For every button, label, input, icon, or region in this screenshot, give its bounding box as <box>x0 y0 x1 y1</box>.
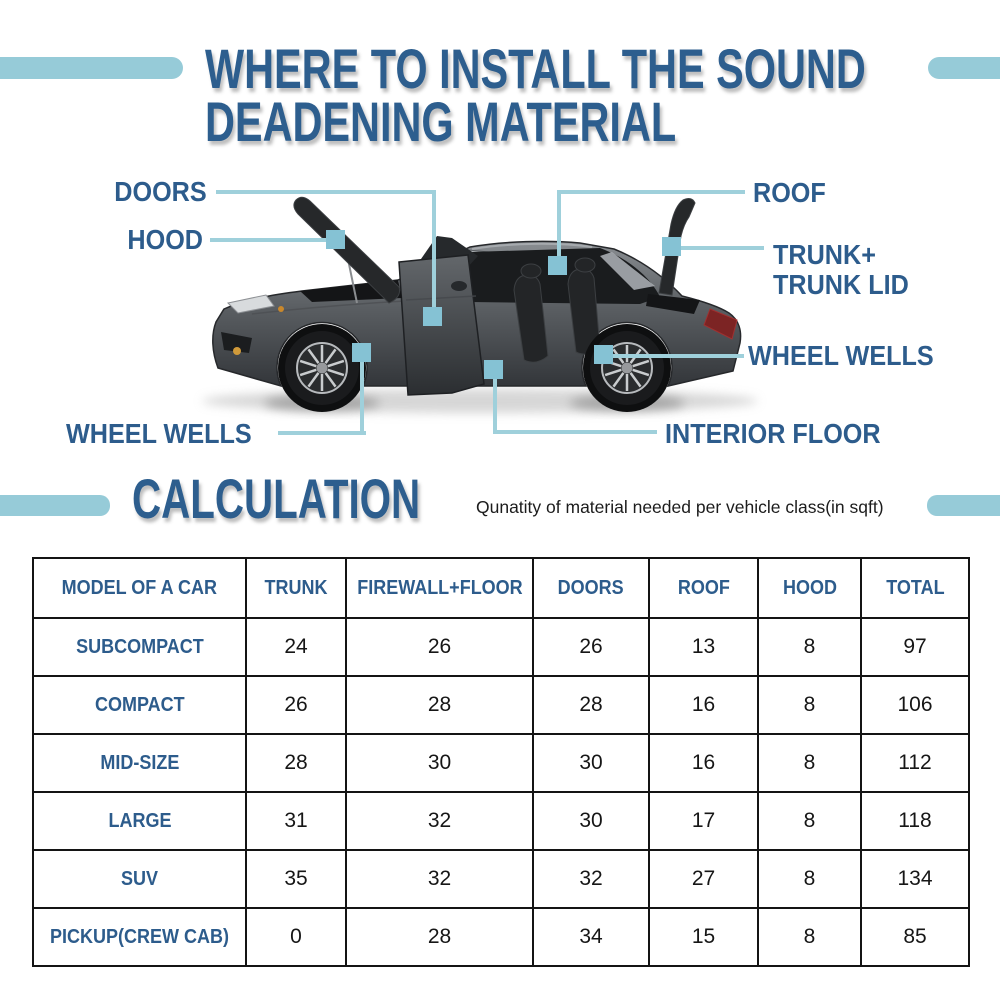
hood-connector-line <box>210 238 330 242</box>
label-wheel-wells-left: WHEEL WELLS <box>66 418 252 449</box>
table-row-pickup <box>33 908 969 966</box>
doors-connector-line <box>432 190 436 314</box>
roof-connector-line <box>557 190 745 194</box>
cell-value: 8 <box>758 792 861 850</box>
cell-value: 27 <box>649 850 758 908</box>
roof-marker-square <box>548 256 567 275</box>
cell-value: 30 <box>533 734 649 792</box>
cell-value: 31 <box>246 792 346 850</box>
decorative-bar-calc-left <box>0 495 110 516</box>
table-header-row <box>33 558 969 618</box>
label-trunk <box>773 240 909 300</box>
cell-value: 16 <box>649 676 758 734</box>
cell-value: 24 <box>246 618 346 676</box>
cell-value: 85 <box>861 908 969 966</box>
cell-value: 28 <box>346 676 533 734</box>
cell-value: 34 <box>533 908 649 966</box>
page-title-line1: WHERE TO INSTALL THE SOUND <box>205 37 866 100</box>
cell-value: 17 <box>649 792 758 850</box>
cell-value: 112 <box>861 734 969 792</box>
wheel-wells-left-marker-square <box>352 343 371 362</box>
wheel-wells-right-connector-line <box>612 354 744 358</box>
cell-value: 8 <box>758 618 861 676</box>
row-label: SUBCOMPACT <box>33 618 246 676</box>
table-row-suv <box>33 850 969 908</box>
column-header-firewall-floor: FIREWALL+FLOOR <box>346 558 533 618</box>
cell-value: 13 <box>649 618 758 676</box>
table-row-subcompact <box>33 618 969 676</box>
cell-value: 28 <box>533 676 649 734</box>
cell-value: 28 <box>246 734 346 792</box>
column-header-hood: HOOD <box>758 558 861 618</box>
cell-value: 0 <box>246 908 346 966</box>
label-interior-floor: INTERIOR FLOOR <box>665 418 881 449</box>
page-title-line2: DEADENING MATERIAL <box>205 90 677 153</box>
row-label: LARGE <box>33 792 246 850</box>
cell-value: 35 <box>246 850 346 908</box>
cell-value: 28 <box>346 908 533 966</box>
calculation-subtitle: Qunatity of material needed per vehicle class(in sqft) <box>476 497 884 517</box>
cell-value: 26 <box>246 676 346 734</box>
cell-value: 118 <box>861 792 969 850</box>
hood-marker-square <box>326 230 345 249</box>
column-header-doors: DOORS <box>533 558 649 618</box>
row-label: MID-SIZE <box>33 734 246 792</box>
decorative-bar-calc-right <box>927 495 1000 516</box>
row-label: SUV <box>33 850 246 908</box>
cell-value: 16 <box>649 734 758 792</box>
label-wheel-wells-right: WHEEL WELLS <box>748 340 934 371</box>
column-header-trunk: TRUNK <box>246 558 346 618</box>
roof-connector-line <box>557 190 561 262</box>
material-quantity-table <box>32 557 970 967</box>
cell-value: 32 <box>346 850 533 908</box>
interior-floor-marker-square <box>484 360 503 379</box>
wheel-wells-left-connector-line <box>278 431 366 435</box>
doors-marker-square <box>423 307 442 326</box>
cell-value: 8 <box>758 676 861 734</box>
cell-value: 106 <box>861 676 969 734</box>
calculation-heading: CALCULATION <box>132 467 421 530</box>
cell-value: 134 <box>861 850 969 908</box>
label-doors: DOORS <box>114 176 207 207</box>
doors-connector-line <box>216 190 436 194</box>
wheel-wells-left-connector-line <box>360 352 364 435</box>
label-roof: ROOF <box>753 177 826 208</box>
cell-value: 8 <box>758 908 861 966</box>
cell-value: 97 <box>861 618 969 676</box>
cell-value: 8 <box>758 850 861 908</box>
trunk-marker-square <box>662 237 681 256</box>
column-header-total: TOTAL <box>861 558 969 618</box>
cell-value: 26 <box>346 618 533 676</box>
table-row-compact <box>33 676 969 734</box>
trunk-connector-line <box>680 246 764 250</box>
column-header-model: MODEL OF A CAR <box>33 558 246 618</box>
cell-value: 8 <box>758 734 861 792</box>
cell-value: 15 <box>649 908 758 966</box>
cell-value: 32 <box>533 850 649 908</box>
column-header-roof: ROOF <box>649 558 758 618</box>
label-trunk-line2: TRUNK LID <box>773 269 909 300</box>
label-trunk-line1: TRUNK+ <box>773 239 876 270</box>
cell-value: 26 <box>533 618 649 676</box>
table-row-large <box>33 792 969 850</box>
cell-value: 30 <box>346 734 533 792</box>
row-label: PICKUP(CREW CAB) <box>33 908 246 966</box>
interior-floor-connector-line <box>493 430 657 434</box>
cell-value: 30 <box>533 792 649 850</box>
cell-value: 32 <box>346 792 533 850</box>
label-hood: HOOD <box>127 224 203 255</box>
table-row-mid-size <box>33 734 969 792</box>
row-label: COMPACT <box>33 676 246 734</box>
wheel-wells-right-marker-square <box>594 345 613 364</box>
